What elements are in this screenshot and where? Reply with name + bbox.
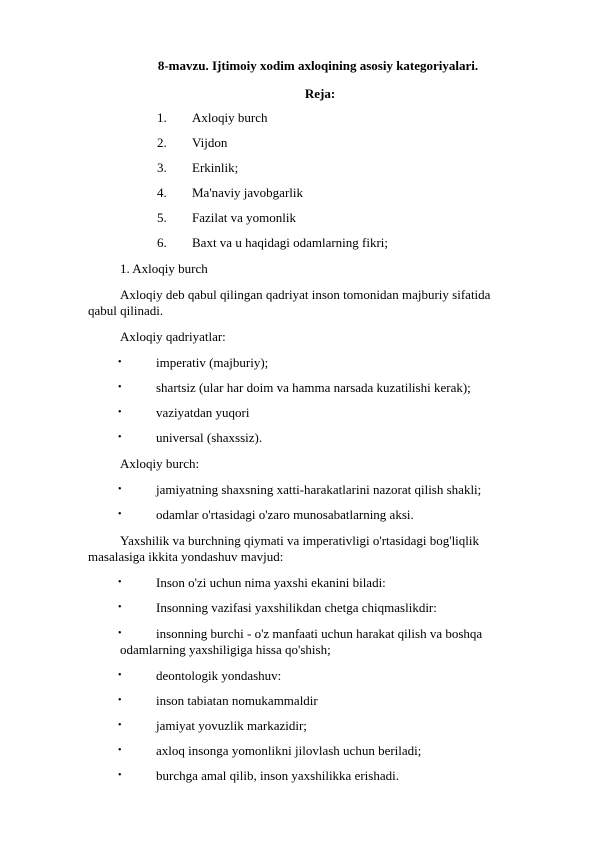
bullet-icon: • <box>118 628 122 639</box>
paragraph-line: Yaxshilik va burchning qiymati va imperativligi o'rtasidagi bog'liqlik <box>120 533 480 548</box>
paragraph-line: Axloqiy deb qabul qilingan qadriyat inson tomonidan majburiy sifatida <box>120 287 491 302</box>
bullet-icon: • <box>118 432 122 443</box>
plan-text: Axloqiy burch <box>192 110 268 125</box>
list-item-text: jamiyatning shaxsning xatti-harakatlarini nazorat qilish shakli; <box>156 482 482 497</box>
bullet-icon: • <box>118 407 122 418</box>
list-item-text: imperativ (majburiy); <box>156 355 269 370</box>
plan-number: 5. <box>157 210 167 225</box>
plan-number: 2. <box>157 135 167 150</box>
list-item-text: deontologik yondashuv: <box>156 668 282 683</box>
bullet-icon: • <box>118 695 122 706</box>
plan-text: Fazilat va yomonlik <box>192 210 296 225</box>
list-item-text: axloq insonga yomonlikni jilovlash uchun beriladi; <box>156 743 422 758</box>
bullet-icon: • <box>118 745 122 756</box>
list-item-text: jamiyat yovuzlik markazidir; <box>156 718 307 733</box>
bullet-icon: • <box>118 720 122 731</box>
bullet-icon: • <box>118 770 122 781</box>
list-item-text: inson tabiatan nomukammaldir <box>156 693 318 708</box>
list-item-text: odamlar o'rtasidagi o'zaro munosabatlarning aksi. <box>156 507 414 522</box>
plan-heading: Reja: <box>304 86 336 101</box>
bullet-icon: • <box>118 670 122 681</box>
list-item-text: burchga amal qilib, inson yaxshilikka erishadi. <box>156 768 399 783</box>
values-heading: Axloqiy qadriyatlar: <box>120 329 226 344</box>
paragraph-line: qabul qilinadi. <box>88 303 164 318</box>
bullet-icon: • <box>118 382 122 393</box>
plan-number: 3. <box>157 160 167 175</box>
section-heading: 1. Axloqiy burch <box>120 261 208 276</box>
paragraph-line: masalasiga ikkita yondashuv mavjud: <box>88 549 284 564</box>
bullet-icon: • <box>118 577 122 588</box>
plan-number: 1. <box>157 110 167 125</box>
plan-text: Baxt va u haqidagi odamlarning fikri; <box>192 235 389 250</box>
plan-number: 6. <box>157 235 167 250</box>
list-item-text: shartsiz (ular har doim va hamma narsada kuzatilishi kerak); <box>156 380 471 395</box>
bullet-icon: • <box>118 509 122 520</box>
list-item-text: universal (shaxssiz). <box>156 430 263 445</box>
bullet-icon: • <box>118 602 122 613</box>
list-item-text: insonning burchi - o'z manfaati uchun harakat qilish va boshqa <box>156 626 483 641</box>
bullet-icon: • <box>118 484 122 495</box>
plan-text: Erkinlik; <box>192 160 239 175</box>
list-item-text: Insonning vazifasi yaxshilikdan chetga chiqmaslikdir: <box>156 600 437 615</box>
plan-text: Ma'naviy javobgarlik <box>192 185 304 200</box>
list-item-text: Inson o'zi uchun nima yaxshi ekanini biladi: <box>156 575 386 590</box>
bullet-icon: • <box>118 357 122 368</box>
document-title: 8-mavzu. Ijtimoiy xodim axloqining asosiy kategoriyalari. <box>157 58 479 73</box>
plan-text: Vijdon <box>192 135 228 150</box>
list-item-continuation: odamlarning yaxshiligiga hissa qo'shish; <box>120 642 331 657</box>
list-item-text: vaziyatdan yuqori <box>156 405 250 420</box>
plan-number: 4. <box>157 185 167 200</box>
duty-heading: Axloqiy burch: <box>120 456 200 471</box>
